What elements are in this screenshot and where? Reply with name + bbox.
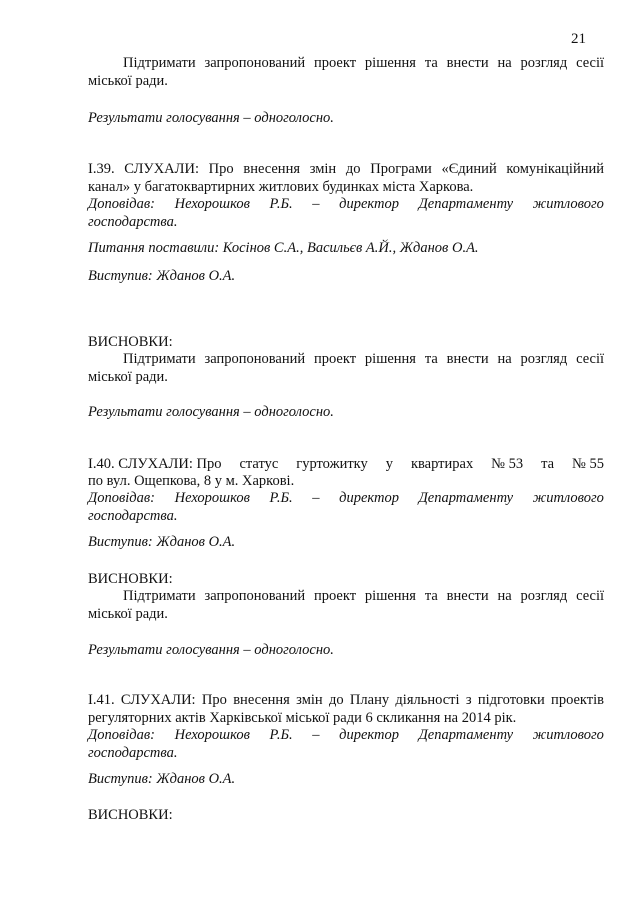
vote-result-39: Результати голосування – одноголосно. (88, 404, 334, 420)
speaker-40: Виступив: Жданов О.А. (88, 534, 236, 550)
reporter-word: – (312, 490, 320, 506)
heard-item-41-line2: регуляторних актів Харківської міської ради 6 скликання на 2014 рік. (88, 710, 517, 726)
conclusions-label-40: ВИСНОВКИ: (88, 571, 173, 587)
heard-item-39-line2: канал» у багатоквартирних житлових будинках міста Харкова. (88, 179, 474, 195)
page-number: 21 (571, 31, 586, 47)
reporter-word: Р.Б. (269, 196, 293, 212)
heard-word: статус (239, 456, 279, 472)
reporter-word: Доповідав: (88, 727, 156, 743)
vote-result-40: Результати голосування – одноголосно. (88, 642, 334, 658)
decision-text-39: Підтримати запропонований проект рішення та внести на розгляд сесії міської ради. (88, 351, 604, 385)
reporter-word: Нехорошков (174, 196, 250, 212)
reporter-word: Департаменту (418, 490, 514, 506)
heard-word: у (385, 456, 393, 472)
reporter-line2-39: господарства. (88, 214, 178, 230)
reporter-word: директор (339, 196, 399, 212)
reporter-word: – (312, 727, 320, 743)
heard-word: та (541, 456, 555, 472)
reporter-line-41 (88, 726, 604, 744)
reporter-word: Нехорошков (174, 490, 250, 506)
decision-text: Підтримати запропонований проект рішення та внести на розгляд сесії міської ради. (88, 55, 604, 89)
reporter-line-39 (88, 195, 604, 213)
heard-word: № 53 (491, 456, 524, 472)
conclusions-label-39: ВИСНОВКИ: (88, 334, 173, 350)
reporter-word: Нехорошков (174, 727, 250, 743)
reporter-word: Департаменту (418, 727, 514, 743)
heard-word: гуртожитку (296, 456, 368, 472)
questions-39: Питання поставили: Косінов С.А., Васильєв А.Й., Жданов О.А. (88, 240, 479, 256)
vote-result: Результати голосування – одноголосно. (88, 110, 334, 126)
reporter-word: житлового (532, 727, 604, 743)
reporter-word: Департаменту (418, 196, 514, 212)
heard-item-40-line2: по вул. Ощепкова, 8 у м. Харкові. (88, 473, 295, 489)
speaker-39: Виступив: Жданов О.А. (88, 268, 236, 284)
heard-item-39-line1: І.39. СЛУХАЛИ: Про внесення змін до Програми «Єдиний комунікаційний (88, 161, 604, 177)
reporter-line2-41: господарства. (88, 745, 178, 761)
heard-word: № 55 (572, 456, 604, 472)
reporter-word: – (312, 196, 320, 212)
reporter-line-40 (88, 489, 604, 507)
reporter-word: Доповідав: (88, 196, 156, 212)
heard-item-40-line1 (88, 455, 604, 473)
conclusions-label-41: ВИСНОВКИ: (88, 807, 173, 823)
heard-word: квартирах (410, 456, 474, 472)
reporter-word: житлового (532, 490, 604, 506)
reporter-word: житлового (532, 196, 604, 212)
reporter-word: Р.Б. (269, 727, 293, 743)
reporter-word: Доповідав: (88, 490, 156, 506)
reporter-line2-40: господарства. (88, 508, 178, 524)
heard-word: І.40. СЛУХАЛИ: Про (88, 456, 222, 472)
reporter-word: Р.Б. (269, 490, 293, 506)
reporter-word: директор (339, 490, 399, 506)
decision-text-40: Підтримати запропонований проект рішення та внести на розгляд сесії міської ради. (88, 588, 604, 622)
reporter-word: директор (339, 727, 399, 743)
speaker-41: Виступив: Жданов О.А. (88, 771, 236, 787)
heard-item-41-line1: І.41. СЛУХАЛИ: Про внесення змін до Плану діяльності з підготовки проектів (88, 692, 604, 708)
